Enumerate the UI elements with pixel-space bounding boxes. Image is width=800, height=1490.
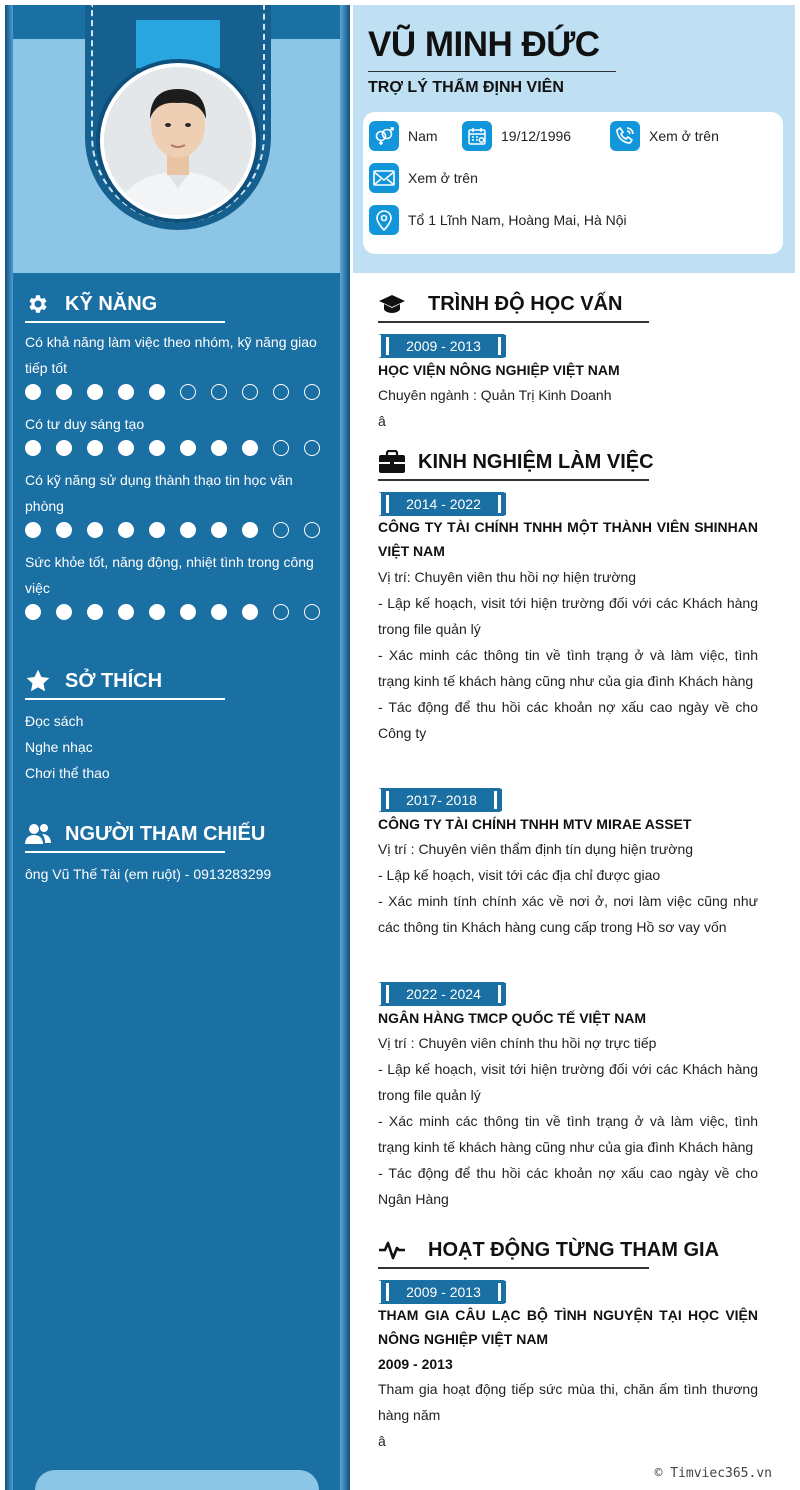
skill-text: Có tư duy sáng tạo <box>25 416 145 432</box>
calendar-icon <box>462 121 492 151</box>
activity-desc: Tham gia hoạt động tiếp sức mùa thi, chăn ấm tình thương hàng năm <box>378 1381 758 1423</box>
rating-dot-filled <box>211 522 227 538</box>
rating-dot-filled <box>242 522 258 538</box>
photo-area <box>13 5 340 273</box>
rating-dot-filled <box>25 522 41 538</box>
rating-dot-empty <box>242 384 258 400</box>
skill-rating <box>25 381 320 403</box>
education-period: 2009 - 2013 <box>378 335 506 357</box>
location-icon <box>369 205 399 235</box>
rating-dot-filled <box>25 604 41 620</box>
rating-dot-empty <box>211 384 227 400</box>
rating-dot-filled <box>149 440 165 456</box>
rating-dot-filled <box>118 384 134 400</box>
activities-section <box>378 1235 719 1265</box>
contact-card <box>363 112 783 254</box>
rating-dot-filled <box>25 440 41 456</box>
hobby-item: Chơi thể thao <box>25 765 110 781</box>
rating-dot-filled <box>211 440 227 456</box>
rating-dot-filled <box>242 440 258 456</box>
rating-dot-filled <box>56 440 72 456</box>
rating-dot-filled <box>87 604 103 620</box>
hobby-item: Nghe nhạc <box>25 739 93 755</box>
gender-info: Nam <box>369 121 438 151</box>
rating-dot-filled <box>56 522 72 538</box>
rating-dot-filled <box>56 384 72 400</box>
skills-section <box>25 289 320 631</box>
rating-dot-filled <box>180 604 196 620</box>
job-line: - Xác minh tính chính xác về nơi ở, nơi làm việc cũng như các thông tin Khách hàng cung cấp trong Hồ sơ vay vốn <box>378 893 758 935</box>
address-info: Tổ 1 Lĩnh Nam, Hoàng Mai, Hà Nội <box>369 205 627 235</box>
mail-icon <box>369 163 399 193</box>
education-section <box>378 289 622 319</box>
rating-dot-empty <box>273 440 289 456</box>
job-line: - Tác động để thu hồi các khoản nợ xấu cao ngày về cho Công ty <box>378 699 758 741</box>
job-company: CÔNG TY TÀI CHÍNH TNHH MTV MIRAE ASSET <box>378 816 692 832</box>
job-line: - Tác động để thu hồi các khoản nợ xấu cao ngày về cho Ngân Hàng <box>378 1165 758 1207</box>
rating-dot-filled <box>149 522 165 538</box>
avatar <box>104 67 252 215</box>
skill-rating <box>25 519 320 541</box>
references-section <box>25 819 271 887</box>
job-line: - Lập kế hoạch, visit tới hiện trường đối với các Khách hàng trong file quản lý <box>378 1061 758 1103</box>
decorative-pill <box>35 1470 319 1490</box>
job-line: Vị trí : Chuyên viên thẩm định tín dụng hiện trường <box>378 841 694 857</box>
experience-section <box>378 447 654 477</box>
job-period: 2014 - 2022 <box>378 493 506 515</box>
rating-dot-empty <box>304 604 320 620</box>
skill-text: Có khả năng làm việc theo nhóm, kỹ năng giao tiếp tốt <box>25 334 317 376</box>
phone-info: Xem ở trên <box>610 121 719 151</box>
phone-icon <box>610 121 640 151</box>
job-company: CÔNG TY TÀI CHÍNH TNHH MỘT THÀNH VIÊN SHINHAN VIỆT NAM <box>378 519 758 559</box>
job-line: - Xác minh các thông tin về tình trạng ở và làm việc, tình trạng kinh tế khách hàng cũng như của gia đình Khách hàng <box>378 647 758 689</box>
rating-dot-empty <box>273 384 289 400</box>
job-line: - Lập kế hoạch, visit tới các địa chỉ được giao <box>378 867 661 883</box>
reference-text: ông Vũ Thế Tài (em ruột) - 0913283299 <box>25 866 272 882</box>
graduation-cap-icon <box>378 290 406 318</box>
references-heading: NGƯỜI THAM CHIẾU <box>65 822 266 845</box>
skill-rating <box>25 437 320 459</box>
rating-dot-filled <box>25 384 41 400</box>
rating-dot-filled <box>118 522 134 538</box>
activities-heading: HOẠT ĐỘNG TỪNG THAM GIA <box>428 1238 720 1261</box>
job-company: NGÂN HÀNG TMCP QUỐC TẾ VIỆT NAM <box>378 1010 647 1026</box>
rating-dot-empty <box>273 604 289 620</box>
education-heading: TRÌNH ĐỘ HỌC VẤN <box>428 292 623 315</box>
header <box>353 5 795 273</box>
job-line: - Xác minh các thông tin về tình trạng ở và làm việc, tình trạng kinh tế khách hàng cũng như của gia đình Khách hàng <box>378 1113 758 1155</box>
rating-dot-empty <box>180 384 196 400</box>
skills-heading: KỸ NĂNG <box>65 292 158 315</box>
activity-note: â <box>378 1433 386 1449</box>
education-major: Chuyên ngành : Quản Trị Kinh Doanh <box>378 387 612 403</box>
rating-dot-filled <box>87 384 103 400</box>
rating-dot-filled <box>149 604 165 620</box>
rating-dot-filled <box>180 440 196 456</box>
job-period: 2022 - 2024 <box>378 983 506 1005</box>
gender-icon <box>369 121 399 151</box>
rating-dot-filled <box>87 522 103 538</box>
users-icon <box>25 821 51 847</box>
skill-text: Có kỹ năng sử dụng thành thạo tin học văn phòng <box>25 472 293 514</box>
hobbies-heading: SỞ THÍCH <box>65 669 163 692</box>
activity-subperiod: 2009 - 2013 <box>378 1356 453 1372</box>
rating-dot-filled <box>118 440 134 456</box>
rating-dot-filled <box>242 604 258 620</box>
briefcase-icon <box>378 448 406 476</box>
rating-dot-empty <box>304 384 320 400</box>
skill-rating <box>25 601 320 623</box>
job-period: 2017- 2018 <box>378 789 502 811</box>
rating-dot-empty <box>304 522 320 538</box>
hobbies-section <box>25 666 225 786</box>
email-info: Xem ở trên <box>369 163 478 193</box>
rating-dot-filled <box>180 522 196 538</box>
rating-dot-empty <box>304 440 320 456</box>
candidate-name: VŨ MINH ĐỨC <box>368 25 600 64</box>
activity-title: THAM GIA CÂU LẠC BỘ TÌNH NGUYỆN TẠI HỌC VIỆN NÔNG NGHIỆP VIỆT NAM <box>378 1307 758 1347</box>
star-icon <box>25 668 51 694</box>
experience-heading: KINH NGHIỆM LÀM VIỆC <box>418 450 654 473</box>
rating-dot-filled <box>56 604 72 620</box>
pulse-icon <box>378 1236 406 1264</box>
rating-dot-empty <box>273 522 289 538</box>
rating-dot-filled <box>87 440 103 456</box>
hobby-item: Đọc sách <box>25 713 84 729</box>
rating-dot-filled <box>118 604 134 620</box>
job-line: Vị trí: Chuyên viên thu hồi nợ hiện trường <box>378 569 637 585</box>
education-school: HỌC VIỆN NÔNG NGHIỆP VIỆT NAM <box>378 362 620 378</box>
job-line: Vị trí : Chuyên viên chính thu hồi nợ trực tiếp <box>378 1035 657 1051</box>
birthday-info: 19/12/1996 <box>462 121 571 151</box>
activity-period: 2009 - 2013 <box>378 1281 506 1303</box>
skill-text: Sức khỏe tốt, năng động, nhiệt tình trong công việc <box>25 554 314 596</box>
rating-dot-filled <box>211 604 227 620</box>
rating-dot-filled <box>149 384 165 400</box>
education-note: â <box>378 413 386 429</box>
job-line: - Lập kế hoạch, visit tới hiện trường đối với các Khách hàng trong file quản lý <box>378 595 758 637</box>
job-title: TRỢ LÝ THẨM ĐỊNH VIÊN <box>368 79 564 96</box>
footer-watermark: © Timviec365.vn <box>654 1466 772 1481</box>
gear-icon <box>25 291 51 317</box>
